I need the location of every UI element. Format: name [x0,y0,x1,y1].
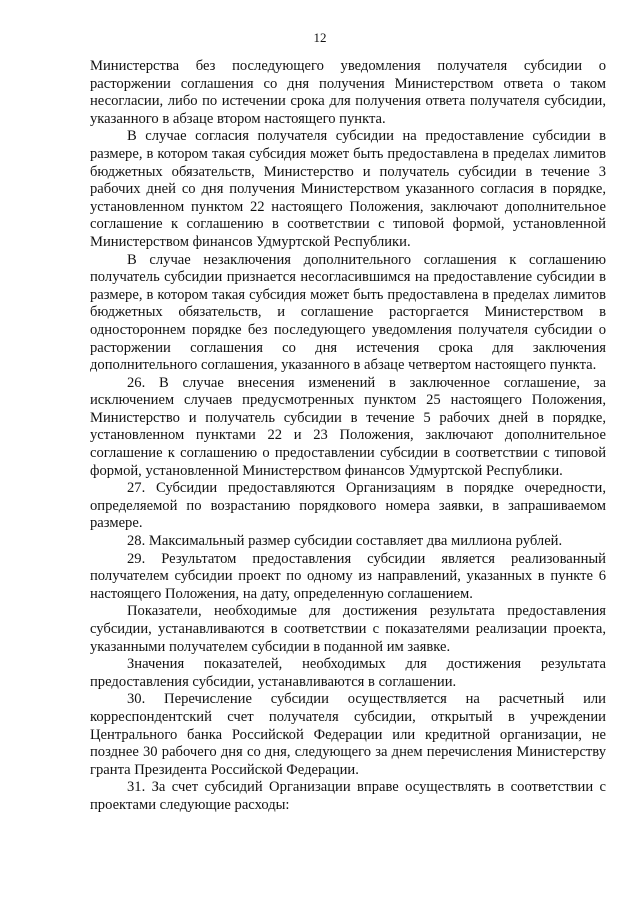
page-number: 12 [313,30,327,45]
document-body [90,58,606,815]
paragraph-continuation: Министерства без последующего уведомления получателя субсидии о расторжении соглашения со дня получения Министерством ответа о таком несогласии, либо по истечении срока для получения ответа получателя субсидии, указанного в абзаце втором настоящего пункта. [90,58,606,127]
clause-27: 27. Субсидии предоставляются Организациям в порядке очередности, определяемой по возрастанию порядкового номера заявки, в запрашиваемом размере. [90,480,606,532]
clause-31: 31. За счет субсидий Организации вправе осуществлять в соответствии с проектами следующие расходы: [90,779,606,813]
clause-26: 26. В случае внесения изменений в заключенное соглашение, за исключением случаев предусмотренных пунктом 25 настоящего Положения, Министерство и получатель субсидии в течение 5 рабочих дней в порядке, установленном пунктами 22 и 23 Положения, заключают дополнительное соглашение к соглашению о предоставлении субсидии в соответствии с типовой формой, установленной Министерством финансов Удмуртской Республики. [90,374,606,479]
clause-30: 30. Перечисление субсидии осуществляется на расчетный или корреспондентский счет получателя субсидии, открытый в учреждении Центрального банка Российской Федерации или кредитной организации, не позднее 30 рабочего дня со дня, следующего за днем перечисления Министерству гранта Президента Российской Федерации. [90,691,606,778]
paragraph-indicators: Показатели, необходимые для достижения результата предоставления субсидии, устанавливаются в соответствии с показателями реализации проекта, указанными получателем субсидии в поданной им заявке. [90,603,606,655]
paragraph-indicator-values: Значения показателей, необходимых для достижения результата предоставления субсидии, устанавливаются в соглашении. [90,656,606,690]
clause-28: 28. Максимальный размер субсидии составляет два миллиона рублей. [127,533,563,550]
paragraph-consent-case: В случае согласия получателя субсидии на предоставление субсидии в размере, в котором такая субсидия может быть предоставлена в пределах лимитов бюджетных обязательств, Министерство и получатель субсидии в течение 3 рабочих дней со дня получения Министерством указанного согласия в порядке, установленном пунктом 22 настоящего Положения, заключают дополнительное соглашение к соглашению в соответствии с типовой формой, установленной Министерством финансов Удмуртской Республики. [90,128,606,250]
paragraph-non-conclusion-case: В случае незаключения дополнительного соглашения к соглашению получатель субсидии признается несогласившимся на предоставление субсидии в размере, в котором такая субсидия может быть предоставлена в пределах лимитов бюджетных обязательств, и соглашение расторгается Министерством в одностороннем порядке без последующего уведомления получателя субсидии о расторжении соглашения со дня истечения срока для заключения дополнительного соглашения, указанного в абзаце четвертом настоящего пункта. [90,251,606,374]
clause-29: 29. Результатом предоставления субсидии является реализованный получателем субсидии проект по одному из направлений, указанных в пункте 6 настоящего Положения, на дату, определенную соглашением. [90,550,606,602]
